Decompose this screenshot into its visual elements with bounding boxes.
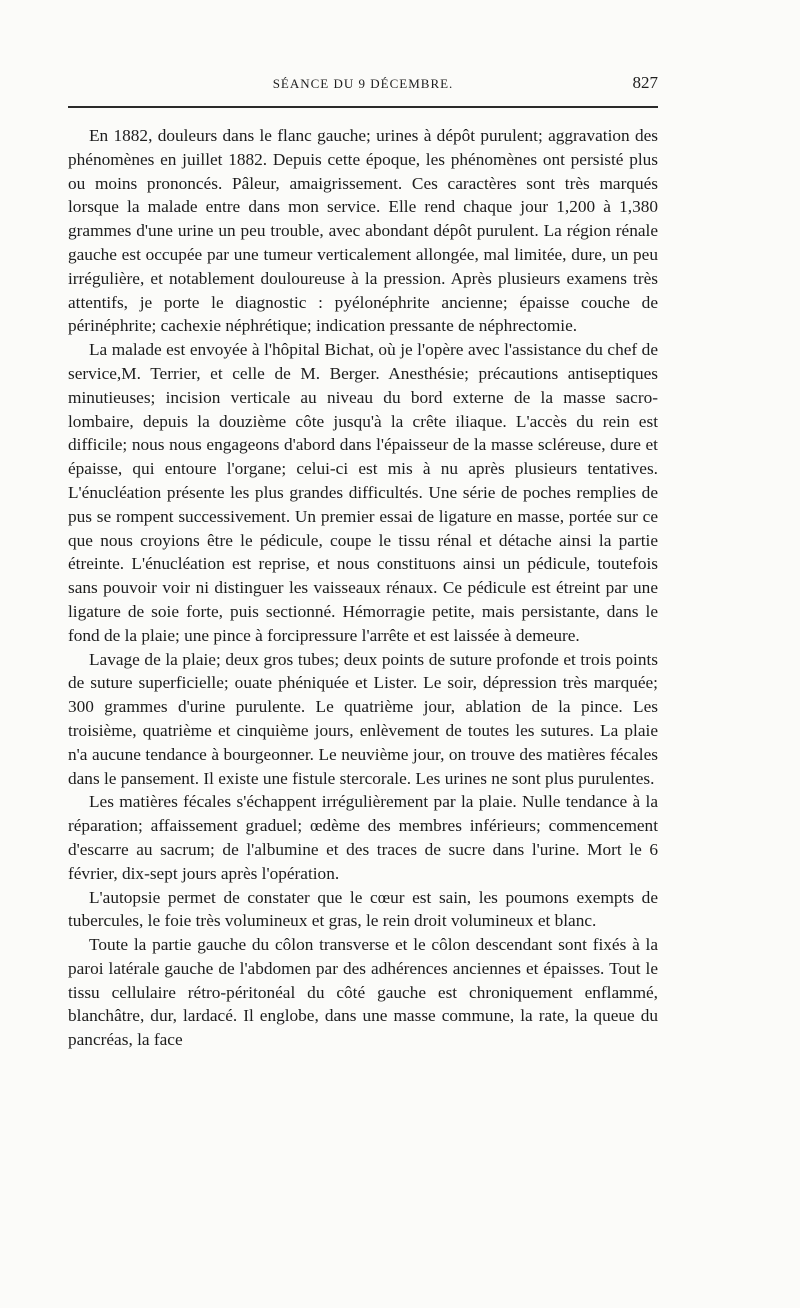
paragraph: En 1882, douleurs dans le flanc gauche; urines à dépôt purulent; aggravation des phénomènes en juillet 1882. Depuis cette époque, les phénomènes ont persisté plus ou moins prononcés. Pâleur, amaigrissement. Ces caractères sont très marqués lorsque la malade entre dans mon service. Elle rend chaque jour 1,200 à 1,380 grammes d'une urine un peu trouble, avec abondant dépôt purulent. La région rénale gauche est occupée par une tumeur verticalement allongée, mal limitée, dure, un peu irrégulière, et notablement douloureuse à la pression. Après plusieurs examens très attentifs, je porte le diagnostic : pyélonéphrite ancienne; épaisse couche de périnéphrite; cachexie néphrétique; indication pressante de néphrectomie. xyxy=(68,126,658,336)
paragraph: Toute la partie gauche du côlon transverse et le côlon descendant sont fixés à la paroi latérale gauche de l'abdomen par des adhérences anciennes et épaisses. Tout le tissu cellulaire rétro-péritonéal du côté gauche est chroniquement enflammé, blanchâtre, dur, lardacé. Il englobe, dans une masse commune, la rate, la queue du pancréas, la face xyxy=(68,935,658,1050)
body-text xyxy=(68,124,658,1052)
paragraph: Les matières fécales s'échappent irrégulièrement par la plaie. Nulle tendance à la réparation; affaissement graduel; œdème des membres inférieurs; commencement d'escarre au sacrum; de l'albumine et des traces de sucre dans l'urine. Mort le 6 février, dix-sept jours après l'opération. xyxy=(68,792,658,883)
header-rule xyxy=(68,106,658,108)
header-title: SÉANCE DU 9 DÉCEMBRE. xyxy=(272,76,454,91)
paragraph: Lavage de la plaie; deux gros tubes; deux points de suture profonde et trois points de suture superficielle; ouate phéniquée et Lister. Le soir, dépression très marquée; 300 grammes d'urine purulente. Le quatrième jour, ablation de la pince. Les troisième, quatrième et cinquième jours, enlèvement de toutes les sutures. La plaie n'a aucune tendance à bourgeonner. Le neuvième jour, on trouve des matières fécales dans le pansement. Il existe une fistule stercorale. Les urines ne sont plus purulentes. xyxy=(68,649,658,788)
paragraph: La malade est envoyée à l'hôpital Bichat, où je l'opère avec l'assistance du chef de service,M. Terrier, et celle de M. Berger. Anesthésie; précautions antiseptiques minutieuses; incision verticale au niveau du bord externe de la masse sacro-lombaire, depuis la douzième côte jusqu'à la crête iliaque. L'accès du rein est difficile; nous nous engageons d'abord dans l'épaisseur de la masse scléreuse, dure et épaisse, qui entoure l'organe; celui-ci est mis à nu après plusieurs tentatives. L'énucléation présente les plus grandes difficultés. Une série de poches remplies de pus se rompent successivement. Un premier essai de ligature en masse, portée sur ce que nous croyions être le pédicule, coupe le tissu rénal et détache ainsi la partie étreinte. L'énucléation est reprise, et nous constituons ainsi un pédicule, toutefois sans pouvoir voir ni distinguer les vaisseaux rénaux. Ce pédicule est étreint par une ligature de soie forte, puis sectionné. Hémorragie petite, mais persistante, dans le fond de la plaie; une pince à forcipressure l'arrête et est laissée à demeure. xyxy=(68,340,658,645)
paragraph: L'autopsie permet de constater que le cœur est sain, les poumons exempts de tubercules, le foie très volumineux et gras, le rein droit volumineux et blanc. xyxy=(68,887,658,931)
running-header xyxy=(68,73,658,100)
page-number: 827 xyxy=(632,73,658,92)
